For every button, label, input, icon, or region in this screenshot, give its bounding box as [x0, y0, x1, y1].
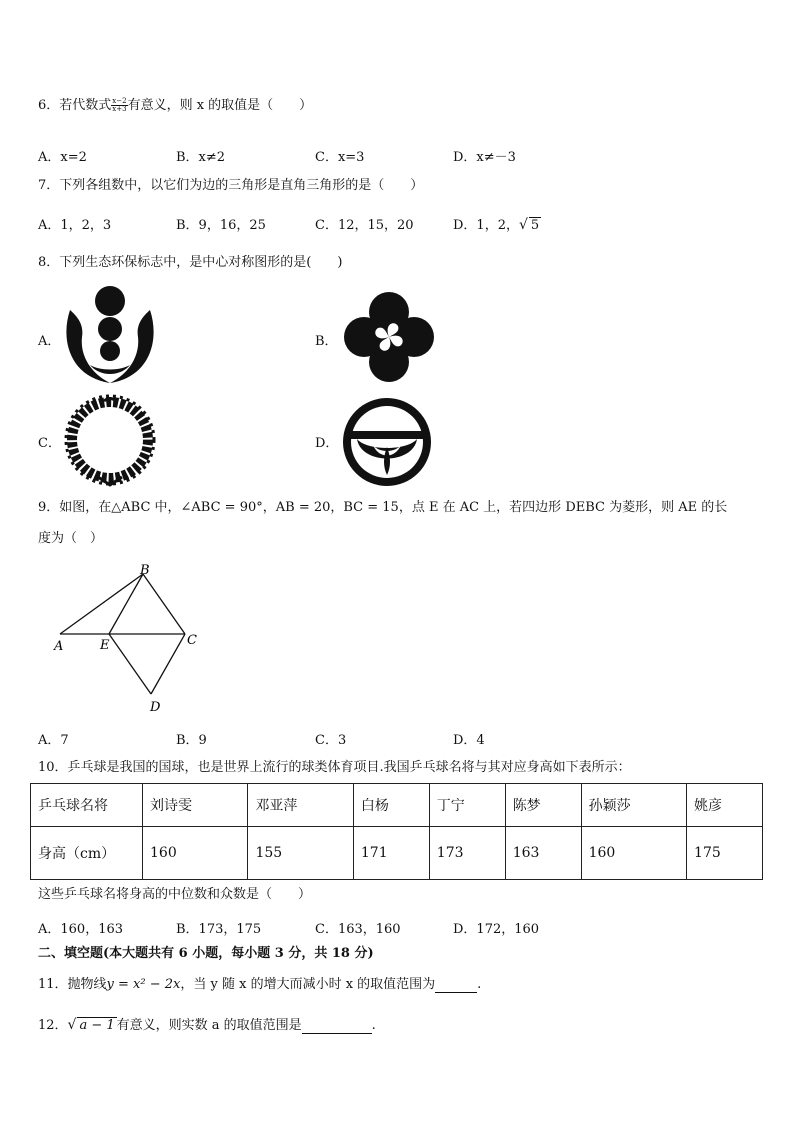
- q11-formula: y = x² − 2x: [106, 977, 181, 992]
- q10-option-c[interactable]: C．163，160: [315, 922, 401, 937]
- table-cell: 175: [687, 827, 763, 880]
- q12-prefix: 12．: [38, 1018, 68, 1033]
- point-a-label: A: [54, 639, 64, 654]
- q9-option-a[interactable]: A．7: [38, 733, 69, 748]
- q9-option-b[interactable]: B．9: [176, 733, 207, 748]
- table-cell: 173: [429, 827, 505, 880]
- point-b-label: B: [140, 563, 150, 578]
- q10-question: 这些乒乓球名将身高的中位数和众数是（ ）: [38, 887, 312, 902]
- table-header-cell: 陈梦: [505, 784, 581, 827]
- question-9-line1: 9．如图，在△ABC 中，∠ABC = 90°，AB = 20，BC = 15，点 E 在 AC 上，若四边形 DEBC 为菱形，则 AE 的长: [38, 500, 728, 515]
- q7-option-a[interactable]: A．1，2，3: [38, 218, 112, 233]
- table-header-cell: 孙颖莎: [581, 784, 686, 827]
- q10-option-a[interactable]: A．160，163: [38, 922, 124, 937]
- segment-be: [109, 574, 143, 634]
- point-d-label: D: [150, 700, 161, 715]
- table-row-label: 身高（cm）: [31, 827, 143, 880]
- q9-option-d[interactable]: D．4: [453, 733, 485, 748]
- table-header-row: [31, 784, 763, 827]
- q6-prefix: 6．若代数式: [38, 98, 112, 113]
- q8-option-c-label[interactable]: C．: [38, 436, 61, 451]
- question-6: [38, 98, 312, 114]
- question-9-line2: 度为（ ）: [38, 531, 104, 546]
- table-cell: 160: [581, 827, 686, 880]
- question-12: 12．√ a − 1 有意义，则实数 a 的取值范围是 .: [38, 1017, 376, 1033]
- table-cell: 155: [248, 827, 353, 880]
- q6-fraction: [111, 98, 127, 113]
- q6-frac-denominator: x+3: [112, 105, 127, 113]
- table-header-cell: 白杨: [353, 784, 429, 827]
- q7-option-c[interactable]: C．12，15，20: [315, 218, 414, 233]
- segment-bc: [143, 574, 185, 634]
- point-e-label: E: [100, 638, 110, 653]
- point-c-label: C: [187, 633, 197, 648]
- symbol-d-icon[interactable]: [339, 395, 435, 489]
- q7-option-d[interactable]: D．1，2，√ 5: [453, 217, 540, 233]
- question-8: 8．下列生态环保标志中，是中心对称图形的是( ): [38, 255, 343, 270]
- q11-suffix: ，当 y 随 x 的增大而减小时 x 的取值范围为: [180, 977, 436, 992]
- table-cell: 171: [353, 827, 429, 880]
- q7-sqrt-5: 5: [530, 218, 540, 233]
- players-height-table: [30, 783, 763, 880]
- rhombus-figure: [40, 560, 220, 715]
- table-header-cell: 姚彦: [687, 784, 763, 827]
- symbol-b-icon[interactable]: [338, 286, 440, 388]
- table-cell: 160: [143, 827, 248, 880]
- q7-option-d-label: D．1，2，: [453, 218, 519, 233]
- q10-option-b[interactable]: B．173，175: [176, 922, 262, 937]
- q8-option-b-label[interactable]: B．: [315, 334, 338, 349]
- q8-option-d-label[interactable]: D．: [315, 436, 339, 451]
- table-header-cell: 乒乓球名将: [31, 784, 143, 827]
- table-header-cell: 邓亚萍: [248, 784, 353, 827]
- q12-answer-blank[interactable]: [302, 1019, 372, 1034]
- symbol-a-icon[interactable]: [60, 285, 160, 387]
- q12-radicand: a − 1: [79, 1018, 115, 1033]
- segment-ab: [60, 574, 143, 634]
- section-2-title: 二、填空题(本大题共有 6 小题，每小题 3 分，共 18 分): [38, 946, 374, 961]
- segment-ed: [109, 634, 151, 694]
- table-cell: 163: [505, 827, 581, 880]
- q11-answer-blank[interactable]: [435, 978, 477, 993]
- q7-option-b[interactable]: B．9，16，25: [176, 218, 266, 233]
- q6-option-b[interactable]: B．x≠2: [176, 150, 226, 165]
- question-11: 11．抛物线y = x² − 2x，当 y 随 x 的增大而减小时 x 的取值范围为 .: [38, 977, 482, 992]
- segment-cd: [151, 634, 185, 694]
- table-header-cell: 刘诗雯: [143, 784, 248, 827]
- question-7: 7．下列各组数中，以它们为边的三角形是直角三角形的是（ ）: [38, 178, 424, 193]
- table-header-cell: 丁宁: [429, 784, 505, 827]
- q6-option-d[interactable]: D．x≠－3: [453, 150, 516, 165]
- question-10: 10．乒乓球是我国的国球，也是世界上流行的球类体育项目.我国乒乓球名将与其对应身高如下表所示：: [38, 760, 631, 775]
- q6-option-c[interactable]: C．x=3: [315, 150, 365, 165]
- q6-option-a[interactable]: A．x=2: [38, 150, 87, 165]
- symbol-c-icon[interactable]: [60, 393, 160, 487]
- q6-frac-numerator: x−2: [112, 97, 127, 105]
- q9-option-c[interactable]: C．3: [315, 733, 347, 748]
- table-row: [31, 827, 763, 880]
- q10-option-d[interactable]: D．172，160: [453, 922, 540, 937]
- q12-suffix: 有意义，则实数 a 的取值范围是: [116, 1018, 302, 1033]
- q11-prefix: 11．抛物线: [38, 977, 107, 992]
- q6-suffix: 有意义，则 x 的取值是（ ）: [127, 98, 313, 113]
- q8-option-a-label[interactable]: A．: [38, 334, 61, 349]
